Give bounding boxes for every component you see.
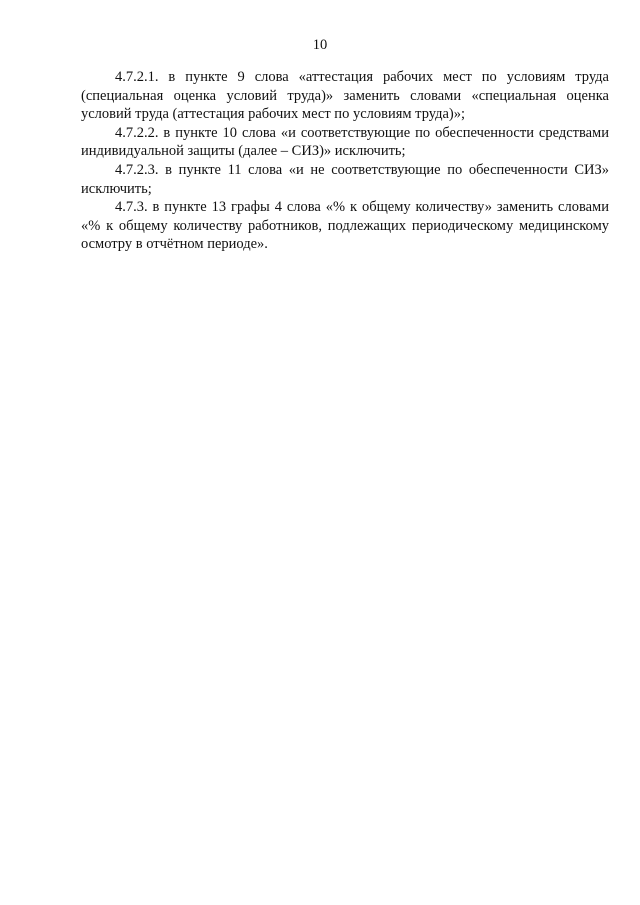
paragraph-4-7-2-1: 4.7.2.1. в пункте 9 слова «аттестация рабочих мест по условиям труда (специальная оценка условий труда)» заменить словами «специальная оценка условий труда (аттестация рабочих мест по условиям труда)»;	[81, 69, 609, 123]
document-body	[81, 68, 609, 254]
paragraph-4-7-3: 4.7.3. в пункте 13 графы 4 слова «% к общему количеству» заменить словами «% к общему количеству работников, подлежащих периодическому медицинскому осмотру в отчётном периоде».	[81, 199, 609, 253]
page-number: 10	[312, 37, 328, 53]
paragraph-4-7-2-3: 4.7.2.3. в пункте 11 слова «и не соответствующие по обеспеченности СИЗ» исключить;	[81, 161, 609, 197]
paragraph-4-7-2-2: 4.7.2.2. в пункте 10 слова «и соответствующие по обеспеченности средствами индивидуальной защиты (далее – СИЗ)» исключить;	[81, 124, 609, 160]
